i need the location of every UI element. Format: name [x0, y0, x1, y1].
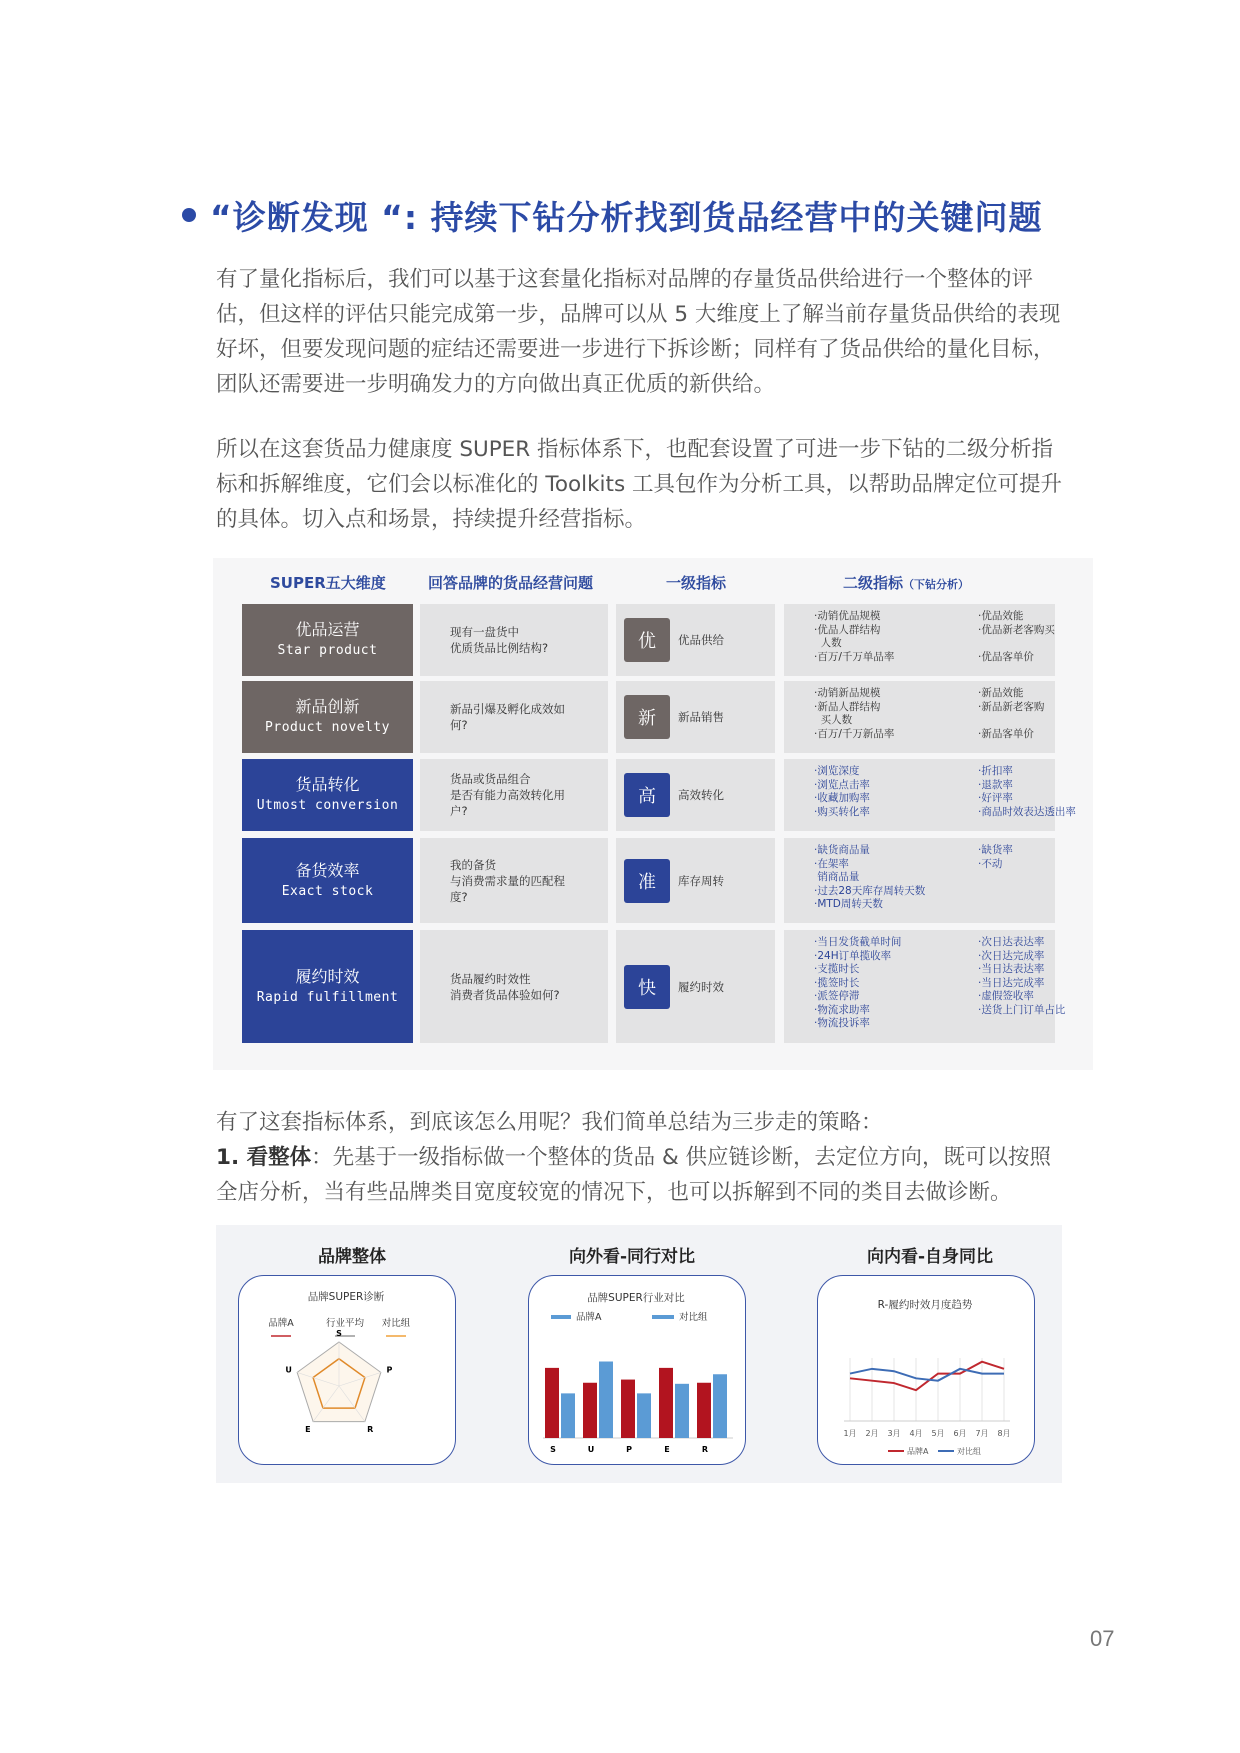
line-month-label: 1月 [843, 1429, 857, 1438]
bar-legend-b: 对比组 [679, 1312, 708, 1323]
step-label: 1. 看整体 [216, 1145, 312, 1170]
dimension-en: Star product [277, 643, 378, 658]
level1-label: 履约时效 [678, 979, 724, 994]
radar-plot [285, 1329, 392, 1434]
bar-chart [529, 1276, 744, 1463]
line-chart [818, 1276, 1033, 1463]
level1-label: 新品销售 [678, 710, 724, 724]
question-cell: 新品引爆及孵化成效如何? [420, 681, 608, 753]
bar-card [528, 1275, 746, 1465]
paragraph-3: 有了这套指标体系，到底该怎么用呢？我们简单总结为三步走的策略： [216, 1110, 883, 1135]
level2-cell [784, 930, 1066, 1043]
radar-card [238, 1275, 456, 1465]
level1-tag: 准 [624, 859, 670, 903]
level2-col1: ·动销新品规模 ·新品人群结构 买人数 ·百万/千万新品率 [814, 687, 895, 740]
bar-S-1 [561, 1393, 575, 1438]
bar-U-1 [599, 1362, 613, 1439]
level1-cell [616, 759, 775, 831]
bar-S-0 [545, 1368, 559, 1438]
line-legend-b: 对比组 [957, 1447, 981, 1456]
table-header-level1: 一级指标 [666, 574, 727, 592]
level1-cell [616, 604, 775, 676]
radar-chart [239, 1276, 454, 1463]
radar-title: 品牌SUPER诊断 [307, 1291, 385, 1303]
line-legend-a: 品牌A [907, 1447, 929, 1456]
level1-cell [616, 930, 775, 1043]
paragraph-1: 有了量化指标后，我们可以基于这套量化指标对品牌的存量货品供给进行一个整体的评估，但这样的评估只能完成第一步，品牌可以从 5 大维度上了解当前存量货品供给的表现好坏，但要发现问题的症结还需要进一步进行下拆诊断；同样有了货品供给的量化目标，团队还需要进一步明确发力的方向做出真正优质的新供给。 [216, 267, 1061, 397]
dimension-cell [242, 759, 413, 831]
level2-col2: ·折扣率 ·退款率 ·好评率 ·商品时效表达透出率 [978, 765, 1076, 818]
level1-tag: 优 [624, 618, 670, 662]
bar-legend-swatch-a [551, 1315, 571, 1319]
level2-col1: ·浏览深度 ·浏览点击率 ·收藏加购率 ·购买转化率 [814, 765, 870, 818]
question-cell: 货品履约时效性 消费者货品体验如何? [420, 930, 608, 1043]
bar-legend-a: 品牌A [576, 1312, 602, 1323]
bar-category-label: R [701, 1445, 709, 1454]
radar-legend-avg: 行业平均 [325, 1318, 365, 1329]
dimension-cn: 新品创新 [295, 697, 360, 716]
dimension-cn: 履约时效 [295, 966, 360, 986]
dimension-en: Exact stock [281, 883, 374, 899]
line-card [817, 1275, 1035, 1465]
level2-cell [784, 681, 1055, 753]
radar-axis-label: E [305, 1424, 311, 1434]
level1-cell [616, 838, 775, 923]
level2-col2: ·次日达表达率 ·次日达完成率 ·当日达表达率 ·当日达完成率 ·虚假签收率 ·送货上门订单占比 [978, 936, 1066, 1016]
bar-plot [543, 1362, 733, 1455]
bar-category-label: U [587, 1445, 595, 1454]
question-cell: 现有一盘货中 优质货品比例结构? [420, 604, 608, 676]
dimension-cell [242, 838, 413, 923]
bar-category-label: P [626, 1445, 632, 1454]
line-month-label: 8月 [997, 1429, 1011, 1438]
table-header-dimension: SUPER五大维度 [270, 574, 386, 592]
level1-tag: 高 [624, 773, 670, 817]
level2-col2: ·缺货率 ·不动 [978, 844, 1013, 870]
level2-cell [784, 838, 1055, 923]
radar-axis-label: U [285, 1365, 292, 1375]
paragraph-2: 所以在这套货品力健康度 SUPER 指标体系下，也配套设置了可进一步下钻的二级分析指标和拆解维度，它们会以标准化的 Toolkits 工具包作为分析工具，以帮助品牌定位可提升的具体。切入点和场景，持续提升经营指标。 [216, 437, 1062, 532]
dimension-cn: 备货效率 [295, 860, 360, 880]
step-text: ：先基于一级指标做一个整体的货品 & 供应链诊断，去定位方向，既可以按照全店分析，当有些品牌类目宽度较宽的情况下，也可以拆解到不同的类目去做诊断。 [216, 1145, 1052, 1205]
level1-cell [616, 681, 775, 753]
dimension-cell [242, 681, 413, 753]
line-month-label: 6月 [953, 1429, 967, 1438]
bar-R-0 [697, 1383, 711, 1438]
panel-title-self: 向内看-自身同比 [866, 1247, 994, 1267]
dimension-cn: 优品运营 [295, 620, 360, 639]
bar-category-label: S [550, 1445, 556, 1454]
level2-col1: ·当日发货截单时间 ·24H订单揽收率 ·支揽时长 ·揽签时长 ·派签停滞 ·物流求助率 ·物流投诉率 [814, 936, 902, 1029]
dimension-en: Utmost conversion [256, 798, 399, 813]
radar-axis-label: P [386, 1365, 393, 1375]
bar-U-0 [583, 1383, 597, 1438]
line-title: R-履约时效月度趋势 [877, 1299, 973, 1311]
bar-E-1 [675, 1384, 689, 1438]
dimension-en: Product novelty [265, 720, 390, 735]
bar-title: 品牌SUPER行业对比 [587, 1292, 685, 1304]
line-plot [843, 1358, 1010, 1438]
bar-E-0 [659, 1368, 673, 1438]
question-cell: 我的备货 与消费需求量的匹配程度? [420, 838, 608, 923]
bar-R-1 [713, 1374, 727, 1438]
level2-cell [784, 759, 1076, 831]
question-cell: 货品或货品组合 是否有能力高效转化用户? [420, 759, 608, 831]
bar-category-label: E [664, 1445, 670, 1454]
level1-label: 优品供给 [678, 633, 724, 647]
dimension-cell [242, 930, 413, 1043]
level2-cell [784, 604, 1055, 676]
level1-tag: 快 [624, 965, 670, 1009]
bar-P-1 [637, 1393, 651, 1438]
line-month-label: 7月 [975, 1429, 989, 1438]
level2-col1: ·动销优品规模 ·优品人群结构 人数 ·百万/千万单品率 [814, 610, 895, 663]
dimension-en: Rapid fulfillment [256, 989, 399, 1005]
section-heading [182, 190, 1082, 240]
line-month-label: 2月 [865, 1429, 879, 1438]
radar-legend-a: 品牌A [268, 1318, 294, 1329]
level2-col1: ·缺货商品量 ·在架率 销商品量 ·过去28天库存周转天数 ·MTD周转天数 [814, 844, 926, 910]
page-title: “诊断发现 “: 持续下钻分析找到货品经营中的关键问题 [210, 197, 1043, 237]
line-month-label: 3月 [887, 1429, 901, 1438]
radar-legend-comp: 对比组 [381, 1318, 411, 1329]
table-header-question: 回答品牌的货品经营问题 [428, 574, 594, 592]
page-number: 07 [1090, 1626, 1115, 1651]
level2-note: （下钻分析） [903, 578, 970, 591]
line-month-label: 5月 [931, 1429, 945, 1438]
table-header-level2 [843, 572, 969, 593]
dimension-cn: 货品转化 [295, 775, 360, 794]
level1-tag: 新 [624, 695, 670, 739]
panel-title-peer: 向外看-同行对比 [568, 1247, 696, 1267]
level1-label: 高效转化 [678, 788, 724, 802]
bullet-dot-icon [182, 208, 196, 222]
line-month-label: 4月 [909, 1429, 923, 1438]
line-series-1 [850, 1369, 1004, 1381]
level2-col2: ·新品效能 ·新品新老客购 ·新品客单价 [978, 687, 1045, 740]
level1-label: 库存周转 [678, 873, 724, 888]
level2-col2: ·优品效能 ·优品新老客购买 ·优品客单价 [978, 610, 1055, 663]
line-series-0 [850, 1362, 1004, 1390]
paragraph-4 [216, 1140, 1066, 1210]
dimension-cell [242, 604, 413, 676]
radar-axis-label: R [367, 1424, 374, 1434]
bar-legend-swatch-b [652, 1315, 674, 1319]
radar-axis-label: S [336, 1329, 342, 1338]
panel-title-brand: 品牌整体 [318, 1247, 386, 1267]
level2-title: 二级指标 [843, 574, 904, 592]
bar-P-0 [621, 1380, 635, 1438]
